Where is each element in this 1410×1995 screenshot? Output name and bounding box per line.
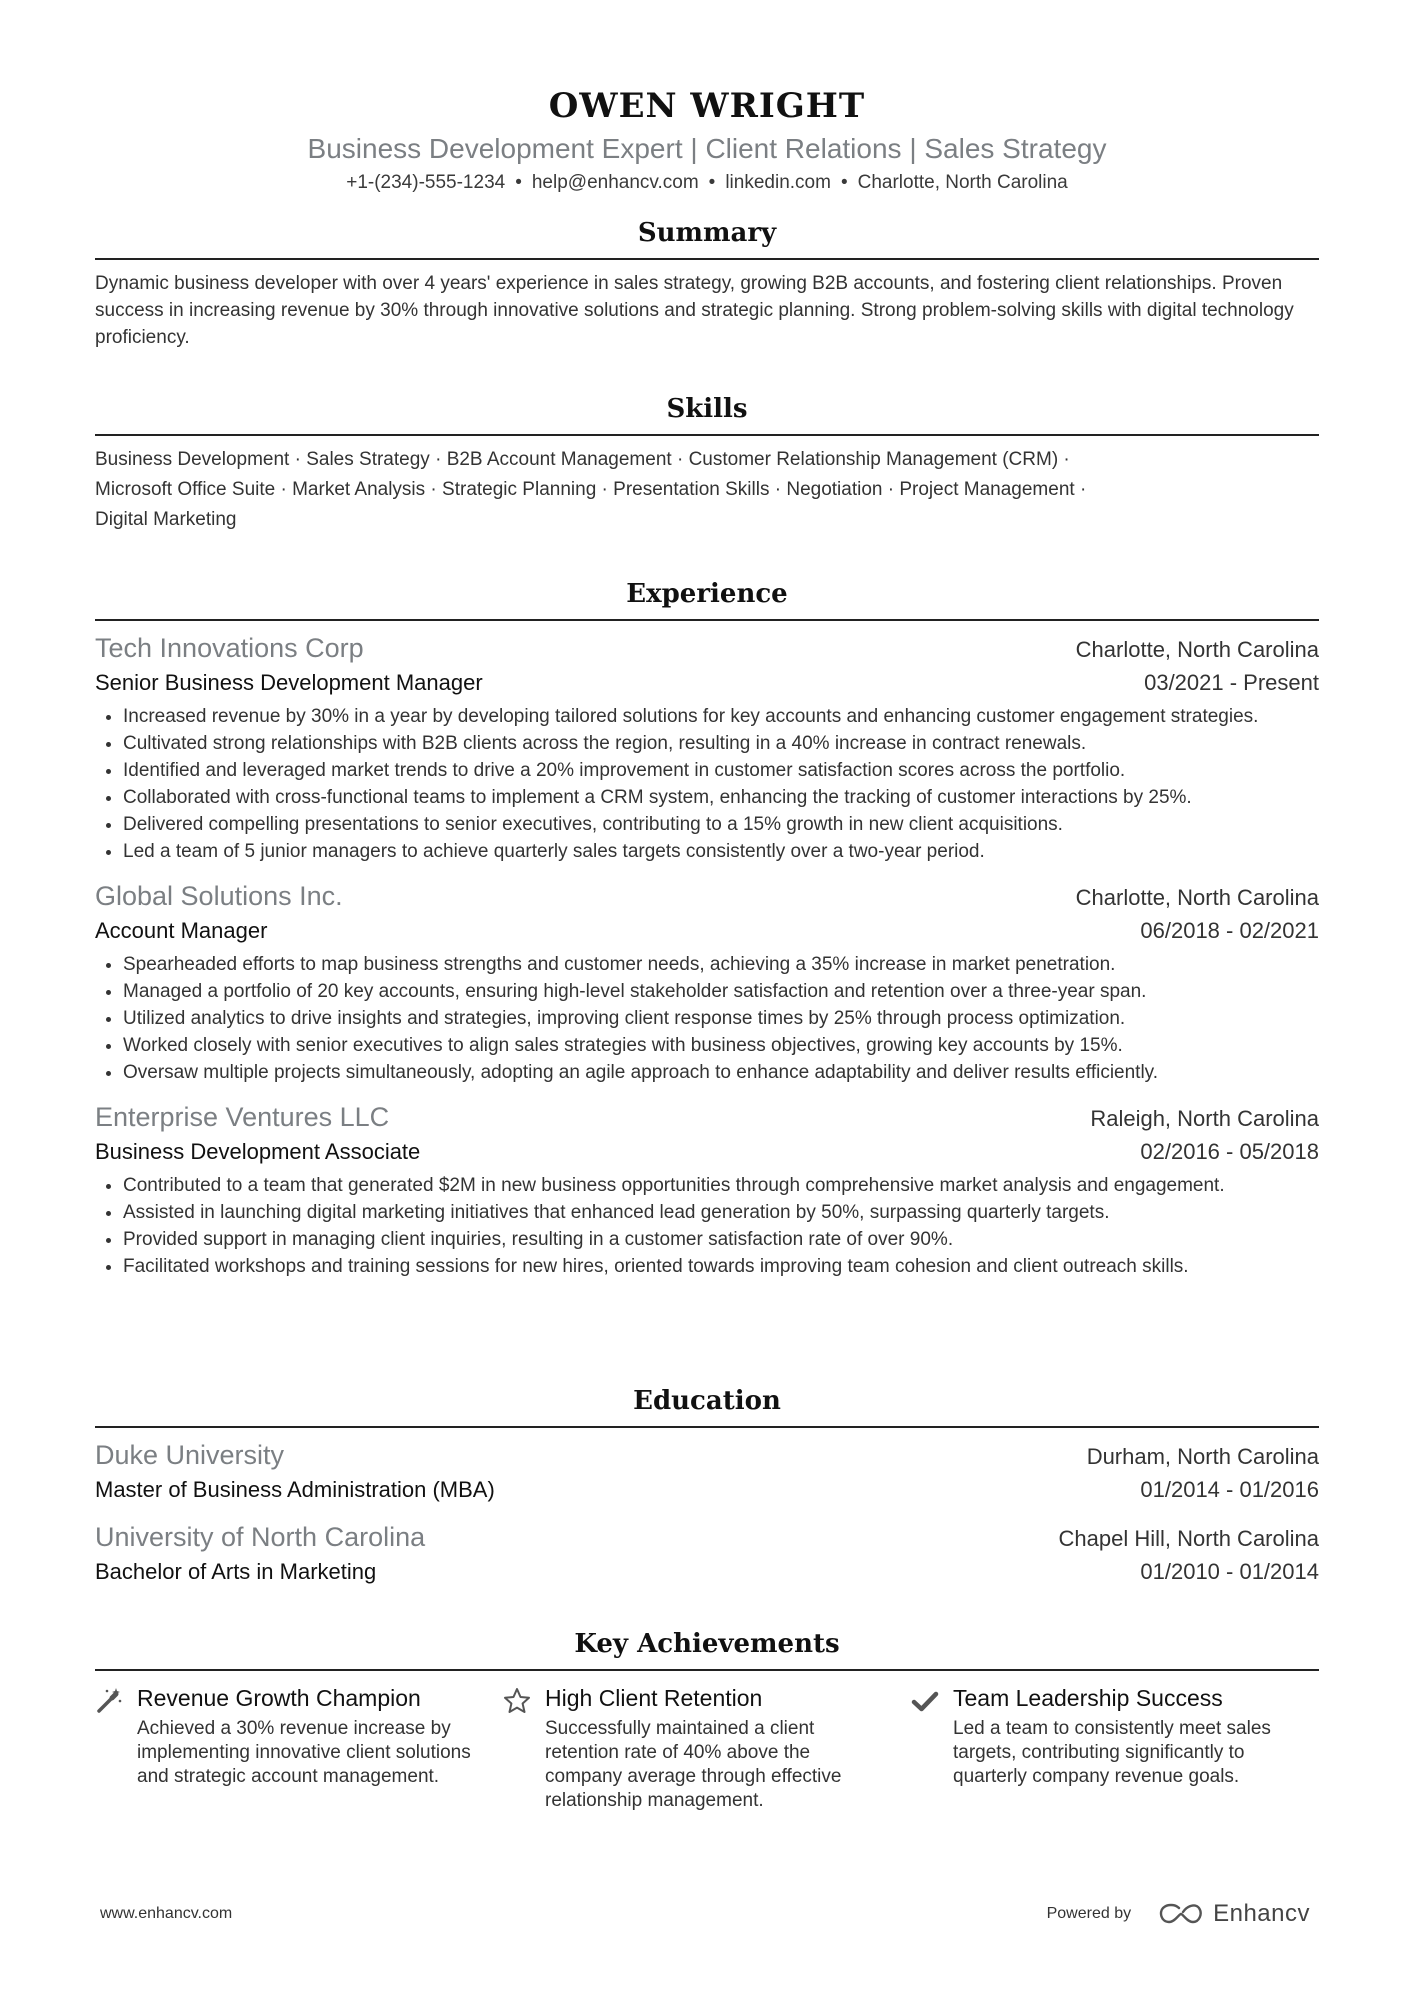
achievement-item — [503, 1683, 911, 1813]
section-divider — [95, 619, 1319, 621]
resume-page — [95, 0, 1319, 1811]
page-footer — [100, 1900, 1310, 1928]
job-role: Account Manager — [95, 918, 268, 943]
job-bullets — [95, 1172, 1319, 1280]
bullet-separator: • — [515, 172, 522, 193]
skill-item: B2B Account Management · — [447, 449, 689, 470]
degree: Master of Business Administration (MBA) — [95, 1477, 495, 1502]
job-dates: 06/2018 - 02/2021 — [1140, 918, 1319, 943]
bullet-item: • Collaborated with cross-functional teams to implement a CRM system, enhancing the tracking of customer interactions by 25%. — [123, 784, 1319, 811]
contact-location: Charlotte, North Carolina — [857, 172, 1068, 193]
star-icon — [503, 1683, 545, 1813]
section-heading: Experience — [626, 579, 788, 609]
job-entry — [95, 879, 1319, 1086]
job-entry — [95, 1100, 1319, 1280]
skill-item: Project Management · — [899, 479, 1086, 500]
skill-item: Customer Relationship Management (CRM) · — [689, 449, 1070, 470]
bullet-item: • Cultivated strong relationships with B2B clients across the region, resulting in a 40% increase in contract renewals. — [123, 730, 1319, 757]
achievement-description: Led a team to consistently meet sales targets, contributing significantly to quarterly company revenue goals. — [953, 1718, 1271, 1787]
bullet-item: • Led a team of 5 junior managers to achieve quarterly sales targets consistently over a two-year period. — [123, 838, 1319, 865]
section-heading: Key Achievements — [574, 1629, 840, 1659]
job-entry — [95, 631, 1319, 865]
section-divider — [95, 258, 1319, 260]
school-name: University of North Carolina — [95, 1522, 426, 1552]
achievement-description: Successfully maintained a client retention rate of 40% above the company average through effective relationship management. — [545, 1718, 842, 1811]
bullet-item: • Identified and leveraged market trends to drive a 20% improvement in customer satisfaction scores across the portfolio. — [123, 757, 1319, 784]
bullet-item: • Facilitated workshops and training sessions for new hires, oriented towards improving team cohesion and client outreach skills. — [123, 1253, 1319, 1280]
company-name: Enterprise Ventures LLC — [95, 1102, 390, 1132]
skills-list — [95, 445, 1319, 535]
job-location: Charlotte, North Carolina — [1075, 885, 1319, 910]
education-section — [95, 1385, 1319, 1588]
achievement-item — [911, 1683, 1319, 1813]
magic-wand-icon — [95, 1683, 137, 1813]
achievement-title: Revenue Growth Champion — [137, 1685, 421, 1711]
job-dates: 03/2021 - Present — [1144, 670, 1319, 695]
achievement-title: High Client Retention — [545, 1685, 763, 1711]
bullet-item: • Increased revenue by 30% in a year by developing tailored solutions for key accounts and enhancing customer engagement strategies. — [123, 703, 1319, 730]
job-bullets — [95, 951, 1319, 1086]
powered-by-label: Powered by — [1046, 1905, 1132, 1922]
powered-by — [1047, 1900, 1310, 1928]
enhancv-brand[interactable]: Enhancv — [1213, 1900, 1310, 1927]
achievements-grid — [95, 1683, 1319, 1813]
bullet-item: • Assisted in launching digital marketing initiatives that enhanced lead generation by 50%, surpassing quarterly targets. — [123, 1199, 1319, 1226]
section-heading: Education — [633, 1386, 781, 1416]
job-role: Senior Business Development Manager — [95, 670, 483, 695]
school-name: Duke University — [95, 1440, 285, 1470]
section-heading: Skills — [666, 394, 748, 424]
section-divider — [95, 434, 1319, 436]
job-bullets — [95, 703, 1319, 865]
skills-section — [95, 393, 1319, 535]
job-location: Charlotte, North Carolina — [1075, 637, 1319, 662]
bullet-item: • Delivered compelling presentations to senior executives, contributing to a 15% growth in new client acquisitions. — [123, 811, 1319, 838]
section-divider — [95, 1669, 1319, 1671]
skill-item: Microsoft Office Suite · — [95, 479, 292, 500]
contact-line — [95, 170, 1319, 196]
skill-item: Strategic Planning · — [442, 479, 613, 500]
skill-item: Presentation Skills · — [613, 479, 786, 500]
contact-phone: +1-(234)-555-1234 — [346, 172, 506, 193]
skill-item: Sales Strategy · — [306, 449, 446, 470]
education-entry — [95, 1438, 1319, 1506]
education-entry — [95, 1520, 1319, 1588]
summary-text: Dynamic business developer with over 4 years' experience in sales strategy, growing B2B accounts, and fostering client relationships. Proven success in increasing revenue by 30% through innovative solutions and strategic planning. Strong problem-solving skills with digital technology proficiency. — [95, 273, 1294, 348]
education-dates: 01/2010 - 01/2014 — [1140, 1559, 1319, 1584]
bullet-item: • Worked closely with senior executives to align sales strategies with business objectives, growing key accounts by 15%. — [123, 1032, 1319, 1059]
job-role: Business Development Associate — [95, 1139, 421, 1164]
achievements-section — [95, 1628, 1319, 1813]
school-location: Durham, North Carolina — [1086, 1444, 1319, 1469]
candidate-name: OWEN WRIGHT — [548, 86, 866, 126]
bullet-item: • Contributed to a team that generated $2M in new business opportunities through comprehensive market analysis and engagement. — [123, 1172, 1319, 1199]
skill-item: Market Analysis · — [292, 479, 442, 500]
bullet-item: • Oversaw multiple projects simultaneously, adopting an agile approach to enhance adaptability and deliver results efficiently. — [123, 1059, 1319, 1086]
experience-section — [95, 578, 1319, 1280]
resume-header — [95, 0, 1319, 196]
skill-item: Negotiation · — [786, 479, 899, 500]
footer-url[interactable]: www.enhancv.com — [100, 1905, 233, 1922]
skill-item: Business Development · — [95, 449, 306, 470]
company-name: Global Solutions Inc. — [95, 881, 343, 911]
contact-linkedin[interactable]: linkedin.com — [725, 172, 831, 193]
summary-section — [95, 217, 1319, 351]
education-dates: 01/2014 - 01/2016 — [1140, 1477, 1319, 1502]
section-divider — [95, 1426, 1319, 1428]
degree: Bachelor of Arts in Marketing — [95, 1559, 377, 1584]
job-location: Raleigh, North Carolina — [1090, 1106, 1319, 1131]
bullet-item: • Spearheaded efforts to map business strengths and customer needs, achieving a 35% increase in market penetration. — [123, 951, 1319, 978]
bullet-separator: • — [840, 172, 848, 193]
company-name: Tech Innovations Corp — [95, 633, 364, 663]
section-heading: Summary — [637, 218, 777, 248]
bullet-item: • Managed a portfolio of 20 key accounts, ensuring high-level stakeholder satisfaction and retention over a three-year span. — [123, 978, 1319, 1005]
checkmark-icon — [911, 1683, 953, 1813]
school-location: Chapel Hill, North Carolina — [1058, 1526, 1319, 1551]
achievement-item — [95, 1683, 503, 1813]
enhancv-logo-icon — [1157, 1902, 1205, 1926]
bullet-item: • Utilized analytics to drive insights and strategies, improving client response times by 25% through process optimization. — [123, 1005, 1319, 1032]
candidate-title: Business Development Expert | Client Relations | Sales Strategy — [307, 133, 1107, 164]
job-dates: 02/2016 - 05/2018 — [1140, 1139, 1319, 1164]
contact-email[interactable]: help@enhancv.com — [531, 172, 699, 193]
achievement-description: Achieved a 30% revenue increase by implementing innovative client solutions and strategic account management. — [137, 1718, 471, 1787]
bullet-item: • Provided support in managing client inquiries, resulting in a customer satisfaction rate of over 90%. — [123, 1226, 1319, 1253]
skill-item: Digital Marketing — [95, 509, 237, 530]
achievement-title: Team Leadership Success — [953, 1685, 1223, 1711]
bullet-separator: • — [708, 172, 716, 193]
